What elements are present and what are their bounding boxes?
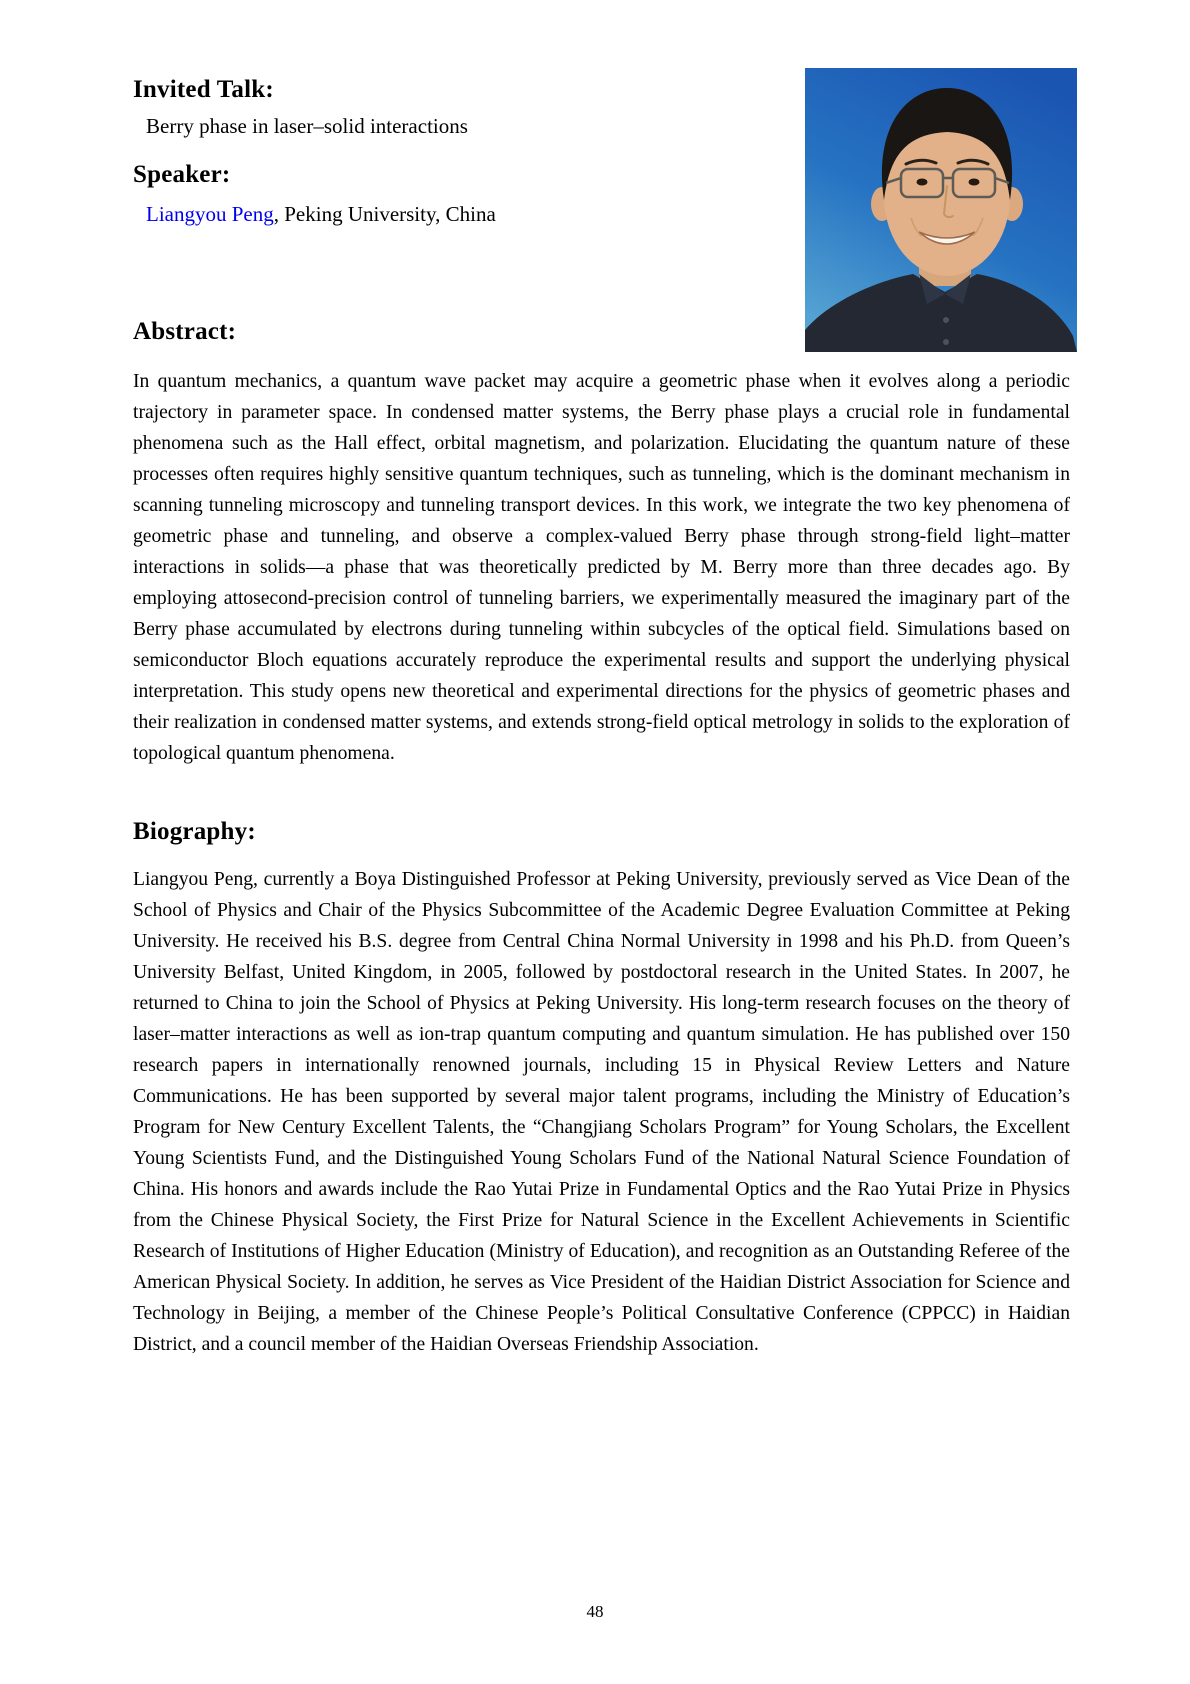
talk-title: Berry phase in laser–solid interactions bbox=[146, 114, 468, 138]
speaker-line bbox=[146, 202, 496, 227]
invited-talk-heading: Invited Talk: bbox=[133, 76, 274, 103]
biography-heading: Biography: bbox=[133, 818, 256, 845]
page-number: 48 bbox=[586, 1602, 604, 1621]
abstract-heading: Abstract: bbox=[133, 318, 237, 345]
speaker-affiliation: , Peking University, China bbox=[273, 202, 496, 226]
speaker-heading: Speaker: bbox=[133, 161, 231, 188]
speaker-photo bbox=[805, 68, 1077, 352]
biography-paragraph: Liangyou Peng, currently a Boya Distinguished Professor at Peking University, previously served as Vice Dean of the School of Physics and Chair of the Physics Subcommittee of the Academic Degree Evaluation Committee at Peking University. He received his B.S. degree from Central China Normal University in 1998 and his Ph.D. from Queen’s University Belfast, United Kingdom, in 2005, followed by postdoctoral research in the United States. In 2007, he returned to China to join the School of Physics at Peking University. His long-term research focuses on the theory of laser–matter interactions as well as ion-trap quantum computing and quantum simulation. He has published over 150 research papers in internationally renowned journals, including 15 in Physical Review Letters and Nature Communications. He has been supported by several major talent programs, including the Ministry of Education’s Program for New Century Excellent Talents, the “Changjiang Scholars Program” for Young Scholars, the Excellent Young Scientists Fund, and the Distinguished Young Scholars Fund of the National Natural Science Foundation of China. His honors and awards include the Rao Yutai Prize in Fundamental Optics and the Rao Yutai Prize in Physics from the Chinese Physical Society, the First Prize for Natural Science in the Excellent Achievements in Scientific Research of Institutions of Higher Education (Ministry of Education), and recognition as an Outstanding Referee of the American Physical Society. In addition, he serves as Vice President of the Haidian District Association for Science and Technology in Beijing, a member of the Chinese People’s Political Consultative Conference (CPPCC) in Haidian District, and a council member of the Haidian Overseas Friendship Association. bbox=[133, 869, 1070, 1355]
speaker-name-link[interactable]: Liangyou Peng bbox=[146, 202, 274, 226]
speaker-portrait-image bbox=[805, 68, 1077, 352]
abstract-paragraph: In quantum mechanics, a quantum wave packet may acquire a geometric phase when it evolves along a periodic trajectory in parameter space. In condensed matter systems, the Berry phase plays a crucial role in fundamental phenomena such as the Hall effect, orbital magnetism, and polarization. Elucidating the quantum nature of these processes often requires highly sensitive quantum techniques, such as tunneling, which is the dominant mechanism in scanning tunneling microscopy and tunneling transport devices. In this work, we integrate the two key phenomena of geometric phase and tunneling, and observe a complex-valued Berry phase through strong-field light–matter interactions in solids—a phase that was theoretically predicted by M. Berry more than three decades ago. By employing attosecond-precision control of tunneling barriers, we experimentally measured the imaginary part of the Berry phase accumulated by electrons during tunneling within subcycles of the optical field. Simulations based on semiconductor Bloch equations accurately reproduce the experimental results and support the underlying physical interpretation. This study opens new theoretical and experimental directions for the physics of geometric phases and their realization in condensed matter systems, and extends strong-field optical metrology in solids to the exploration of topological quantum phenomena. bbox=[133, 371, 1070, 764]
